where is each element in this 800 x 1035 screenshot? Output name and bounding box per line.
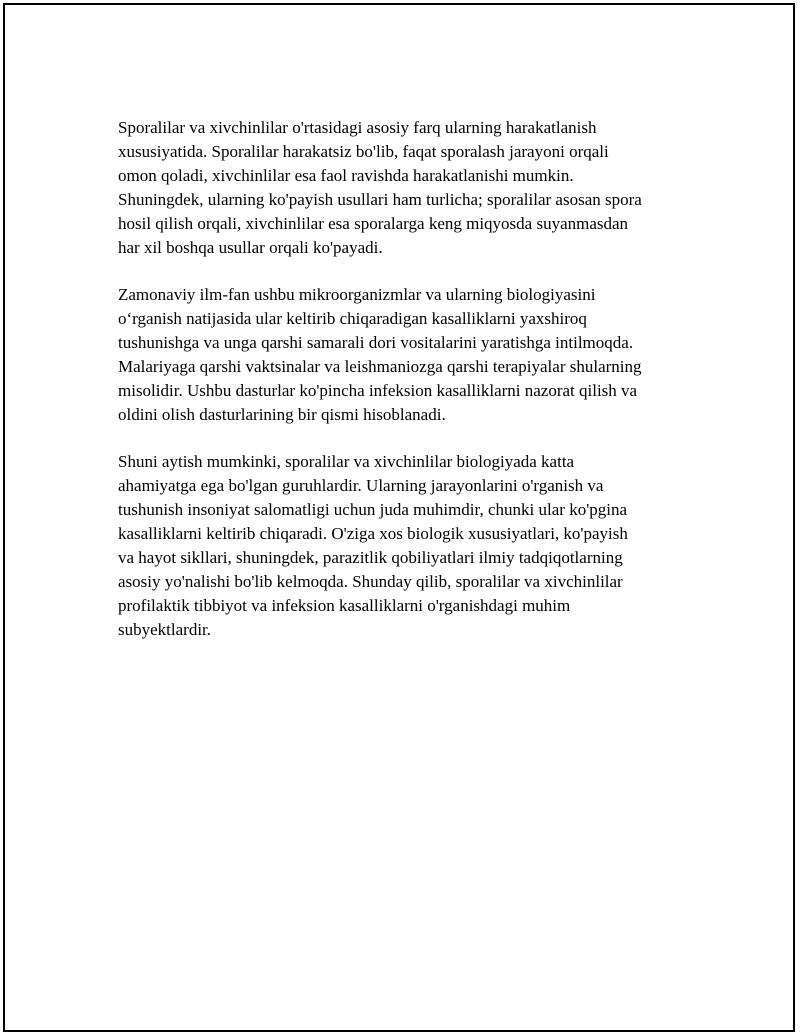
- text-line: misolidir. Ushbu dasturlar ko'pincha infeksion kasalliklarni nazorat qilish va: [118, 381, 638, 400]
- paragraph-2: [118, 283, 693, 427]
- text-line: profilaktik tibbiyot va infeksion kasalliklarni o'rganishdagi muhim: [118, 596, 571, 615]
- text-line: tushunishga va unga qarshi samarali dori vositalarini yaratishga intilmoqda.: [118, 333, 634, 352]
- text-line: omon qoladi, xivchinlilar esa faol ravishda harakatlanishi mumkin.: [118, 166, 574, 185]
- text-line: va hayot sikllari, shuningdek, parazitlik qobiliyatlari ilmiy tadqiqotlarning: [118, 548, 623, 567]
- text-line: o‘rganish natijasida ular keltirib chiqaradigan kasalliklarni yaxshiroq: [118, 309, 587, 328]
- text-line: subyektlardir.: [118, 620, 212, 639]
- text-line: Shuningdek, ularning ko'payish usullari ham turlicha; sporalilar asosan spora: [118, 190, 642, 209]
- text-line: hosil qilish orqali, xivchinlilar esa sporalarga keng miqyosda suyanmasdan: [118, 214, 629, 233]
- text-line: asosiy yo'nalishi bo'lib kelmoqda. Shunday qilib, sporalilar va xivchinlilar: [118, 572, 623, 591]
- text-line: xususiyatida. Sporalilar harakatsiz bo'lib, faqat sporalash jarayoni orqali: [118, 142, 609, 161]
- document-body: [118, 116, 693, 665]
- text-line: oldini olish dasturlarining bir qismi hisoblanadi.: [118, 405, 446, 424]
- paragraph-3: [118, 450, 693, 642]
- text-line: Shuni aytish mumkinki, sporalilar va xivchinlilar biologiyada katta: [118, 452, 575, 471]
- text-line: tushunish insoniyat salomatligi uchun juda muhimdir, chunki ular ko'pgina: [118, 500, 628, 519]
- text-line: Malariyaga qarshi vaktsinalar va leishmaniozga qarshi terapiyalar shularning: [118, 357, 642, 376]
- text-line: har xil boshqa usullar orqali ko'payadi.: [118, 238, 383, 257]
- text-line: Zamonaviy ilm-fan ushbu mikroorganizmlar va ularning biologiyasini: [118, 285, 596, 304]
- paragraph-1: [118, 116, 693, 260]
- text-line: kasalliklarni keltirib chiqaradi. O'ziga xos biologik xususiyatlari, ko'payish: [118, 524, 628, 543]
- text-line: Sporalilar va xivchinlilar o'rtasidagi asosiy farq ularning harakatlanish: [118, 118, 597, 137]
- text-line: ahamiyatga ega bo'lgan guruhlardir. Ularning jarayonlarini o'rganish va: [118, 476, 604, 495]
